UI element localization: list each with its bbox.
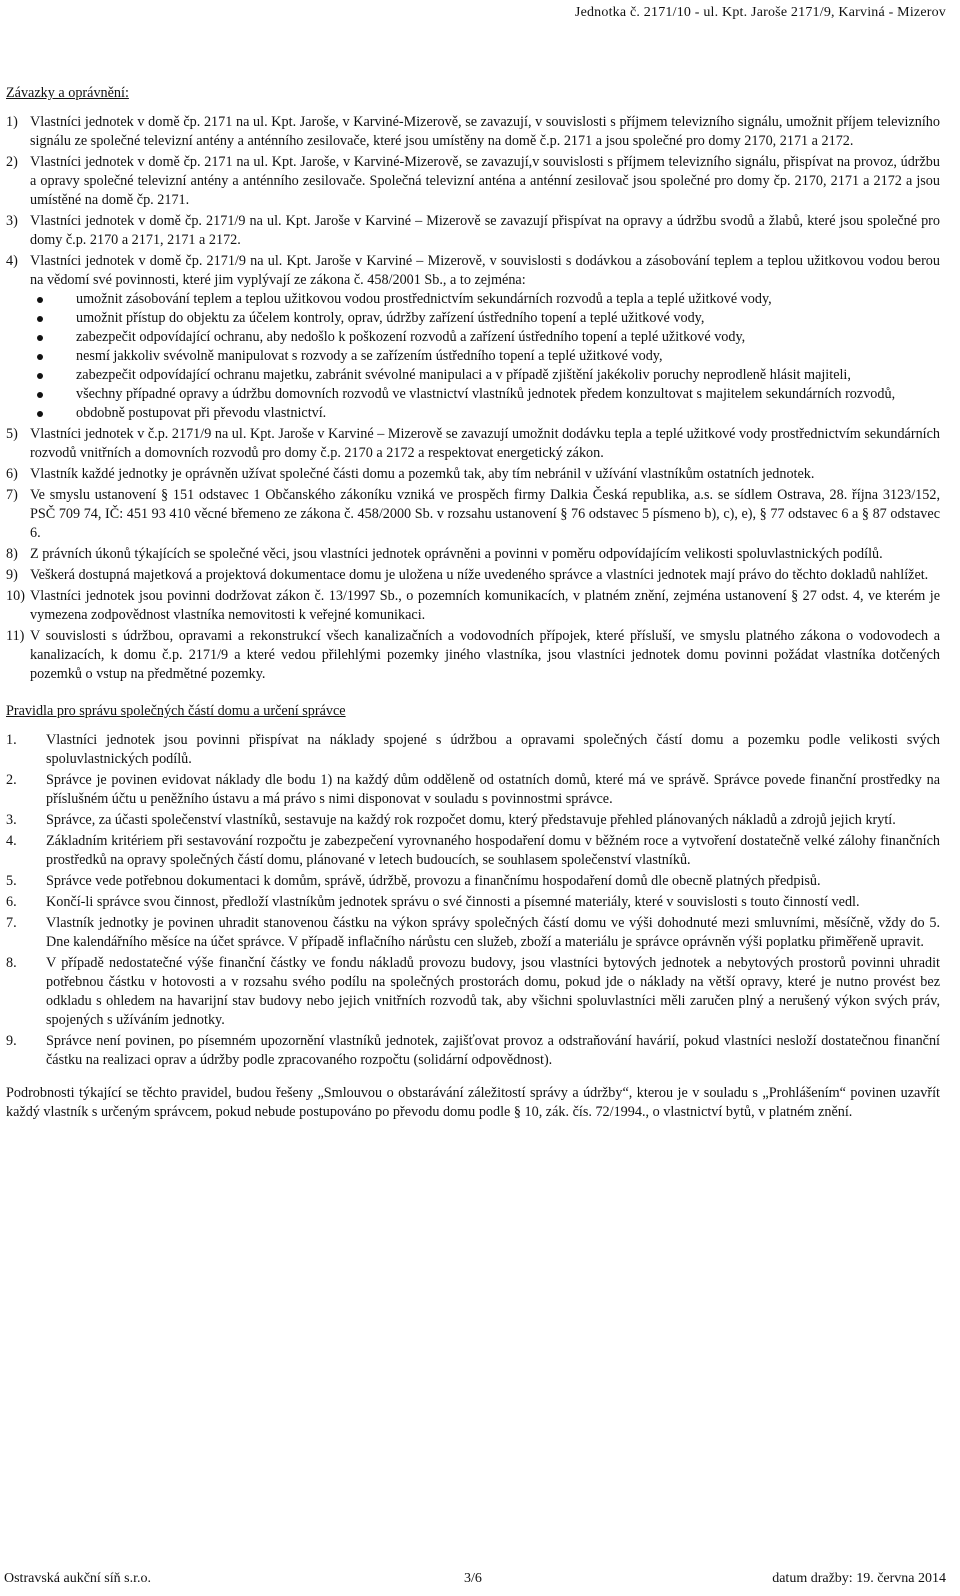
obligation-item — [6, 252, 940, 423]
obligation-item — [6, 113, 940, 151]
bullet-text: zabezpečit odpovídající ochranu majetku, zabránit svévolné manipulaci a v případě zjištění jakékoliv poruchy neprodleně hlásit majiteli, — [76, 367, 851, 383]
item-number: 10) — [6, 588, 25, 604]
rules-heading: Pravidla pro správu společných částí domu a určení správce — [6, 703, 346, 719]
document-body — [6, 84, 940, 1136]
bullet-item — [6, 309, 940, 328]
bullet-text: zabezpečit odpovídající ochranu, aby nedošlo k poškození rozvodů a zařízení ústředního topení a teplé užitkové vody, — [76, 329, 746, 345]
item-text: Základním kritériem při sestavování rozpočtu je zabezpečení vyrovnaného hospodaření domu v běžném roce a vytvoření dostatečně velké zálohy finančních prostředků na opravy společných částí domu, plánované v letech budoucích, se souhlasem společenství vlastníků. — [46, 833, 940, 868]
item-number: 7. — [6, 915, 17, 931]
item-text: Vlastníci jednotek v domě čp. 2171/9 na ul. Kpt. Jaroše v Karviné – Mizerově, v souvislosti s dodávkou a zásobování teplem a teplou užitkovou vodou berou na vědomí své povinnosti, které jim vyplývají ze zákona č. 458/2001 Sb., a to zejména: — [30, 253, 940, 288]
bullet-text: umožnit přístup do objektu za účelem kontroly, oprav, údržby zařízení ústředního topení a teplé užitkové vody, — [76, 310, 705, 326]
item-number: 6) — [6, 466, 18, 482]
item-number: 2. — [6, 772, 17, 788]
item-text: Vlastníci jednotek jsou povinni dodržovat zákon č. 13/1997 Sb., o pozemních komunikacích, v platném znění, zejména ustanovení § 27 odst. 4, ve kterém je vymezena zodpovědnost vlastníka nemovitosti k veřejné komunikaci. — [30, 588, 940, 623]
bullet-icon — [37, 335, 43, 341]
rule-item — [6, 771, 940, 809]
closing-paragraph: Podrobnosti týkající se těchto pravidel, budou řešeny „Smlouvou o obstarávání záležitostí správy a údržby“, kterou je v souladu s „Prohlášením“ povinen uzavřít každý vlastník s určeným správcem, pokud nebude postupováno po převodu domu podle § 10, zák. čís. 72/1994., o vlastnictví bytů, v platném znění. — [6, 1085, 940, 1120]
item-number: 3. — [6, 812, 17, 828]
obligation-item — [6, 465, 940, 484]
bullet-icon — [37, 316, 43, 322]
rule-item — [6, 832, 940, 870]
item-number: 9. — [6, 1033, 17, 1049]
bullet-text: obdobně postupovat při převodu vlastnictví. — [76, 405, 327, 421]
item-number: 4) — [6, 253, 18, 269]
item-text: Správce není povinen, po písemném upozornění vlastníků jednotek, zajišťovat provoz a odstraňování havárií, pokud vlastníci nesloží dostatečnou finanční částku na realizaci oprav a údržby podle zpracovaného rozpočtu (solidární odpovědnost). — [46, 1033, 940, 1068]
item-number: 4. — [6, 833, 17, 849]
item-text: Vlastníci jednotek v domě čp. 2171/9 na ul. Kpt. Jaroše v Karviné – Mizerově se zavazují přispívat na opravy a údržbu svodů a žlabů, které jsou společné pro domy č.p. 2170 a 2171, 2171 a 2172. — [30, 213, 940, 248]
obligation-item — [6, 425, 940, 463]
heat-obligations-bullets — [6, 290, 940, 423]
item-number: 6. — [6, 894, 17, 910]
item-text: Končí-li správce svou činnost, předloží vlastníkům jednotek správu o své činnosti a písemné materiály, které v souvislosti s touto činností vedl. — [46, 894, 860, 910]
item-number: 7) — [6, 487, 18, 503]
obligation-item — [6, 212, 940, 250]
rules-list — [6, 731, 940, 1070]
item-number: 5. — [6, 873, 17, 889]
bullet-item — [6, 328, 940, 347]
item-text: Vlastníci jednotek jsou povinni přispívat na náklady spojené s údržbou a opravami společných částí domu a pozemku podle velikosti svých spoluvlastnických podílů. — [46, 732, 940, 767]
item-number: 9) — [6, 567, 18, 583]
bullet-text: umožnit zásobování teplem a teplou užitkovou vodou prostřednictvím sekundárních rozvodů a tepla a teplé užitkové vody, — [76, 291, 772, 307]
item-text: Správce je povinen evidovat náklady dle bodu 1) na každý dům odděleně od ostatních domů, které má ve správě. Správce povede finanční prostředky na příslušném účtu u peněžního ústavu a má právo s nimi disponovat v souladu s povinnostmi správce. — [46, 772, 940, 807]
rule-item — [6, 872, 940, 891]
item-number: 8) — [6, 546, 18, 562]
bullet-item — [6, 404, 940, 423]
item-text: Vlastníci jednotek v č.p. 2171/9 na ul. Kpt. Jaroše v Karviné – Mizerově se zavazují umožnit dodávku tepla a teplé užitkové vody prostřednictvím sekundárních rozvodů vnitřních a domovních rozvodů pro domy č.p. 2170 a 2172 a respektovat energetický zákon. — [30, 426, 940, 461]
obligation-item — [6, 486, 940, 543]
item-text: Vlastník jednotky je povinen uhradit stanovenou částku na výkon správy společných částí domu ve výši dohodnuté mezi smluvními, měsíčně, vždy do 5. Dne kalendářního měsíce na účet správce. V případě inflačního nárůstu cen služeb, zboží a materiálu je správce oprávněn výši poplatku přiměřeně upravit. — [46, 915, 940, 950]
page-header: Jednotka č. 2171/10 - ul. Kpt. Jaroše 2171/9, Karviná - Mizerov — [574, 5, 946, 20]
item-number: 1. — [6, 732, 17, 748]
rule-item — [6, 914, 940, 952]
obligations-heading: Závazky a oprávnění: — [6, 85, 129, 101]
page-footer — [4, 1569, 946, 1589]
item-number: 2) — [6, 154, 18, 170]
bullet-icon — [37, 297, 43, 303]
item-text: Vlastník každé jednotky je oprávněn užívat společné části domu a pozemků tak, aby tím nebránil v užívání vlastníkům ostatních jednotek. — [30, 466, 815, 482]
item-text: Vlastníci jednotek v domě čp. 2171 na ul. Kpt. Jaroše, v Karviné-Mizerově, se zavazují, v souvislosti s příjmem televizního signálu, umožnit příjem televizního signálu ze společné televizní antény a anténního zesilovače, které jsou umístěny na domě č.p. 2171 a jsou společné pro domy 2170, 2171 a 2172. — [30, 114, 940, 149]
item-number: 1) — [6, 114, 18, 130]
footer-page-number: 3/6 — [464, 1571, 482, 1586]
bullet-icon — [37, 354, 43, 360]
bullet-item — [6, 385, 940, 404]
item-number: 3) — [6, 213, 18, 229]
bullet-icon — [37, 373, 43, 379]
rule-item — [6, 1032, 940, 1070]
rule-item — [6, 954, 940, 1030]
obligation-item — [6, 587, 940, 625]
obligation-item — [6, 566, 940, 585]
bullet-text: nesmí jakkoliv svévolně manipulovat s rozvody a se zařízením ústředního topení a teplé užitkové vody, — [76, 348, 663, 364]
item-number: 5) — [6, 426, 18, 442]
item-text: Správce, za účasti společenství vlastníků, sestavuje na každý rok rozpočet domu, který představuje přehled plánovaných nákladů a zdrojů jejich krytí. — [46, 812, 896, 828]
footer-company: Ostravská aukční síň s.r.o. — [4, 1571, 151, 1586]
footer-auction-date: datum dražby: 19. června 2014 — [772, 1571, 946, 1586]
rule-item — [6, 811, 940, 830]
item-text: V souvislosti s údržbou, opravami a rekonstrukcí všech kanalizačních a vodovodních přípojek, které přísluší, ve smyslu platného zákona o vodovodech a kanalizacích, k domu č.p. 2171/9 a které vedou přilehlými pozemky jiného vlastníka, jsou vlastníci jednotek domu povinni požádat vlastníka dotčených pozemků o vstup na předmětné pozemky. — [30, 628, 940, 682]
bullet-item — [6, 366, 940, 385]
item-text: Ve smyslu ustanovení § 151 odstavec 1 Občanského zákoníku vzniká ve prospěch firmy Dalkia Česká republika, a.s. se sídlem Ostrava, 28. října 3123/152, PSČ 709 74, IČ: 451 93 410 věcné břemeno ze zákona č. 458/2000 Sb. v rozsahu ustanovení § 76 odstavec 5 písmeno b), c), e), § 77 odstavec 6 a § 87 odstavec 6. — [30, 487, 940, 541]
bullet-text: všechny případné opravy a údržbu domovních rozvodů ve vlastnictví vlastníků jednotek předem konzultovat s majitelem sekundárních rozvodů, — [76, 386, 896, 402]
bullet-item — [6, 290, 940, 309]
obligation-item — [6, 627, 940, 684]
item-number: 11) — [6, 628, 25, 644]
bullet-icon — [37, 411, 43, 417]
bullet-icon — [37, 392, 43, 398]
obligations-list — [6, 113, 940, 684]
rule-item — [6, 731, 940, 769]
item-text: Veškerá dostupná majetková a projektová dokumentace domu je uložena u níže uvedeného správce a vlastníci jednotek mají právo do těchto dokladů nahlížet. — [30, 567, 929, 583]
bullet-item — [6, 347, 940, 366]
obligation-item — [6, 153, 940, 210]
item-text: Správce vede potřebnou dokumentaci k domům, správě, údržbě, provozu a finančnímu hospodaření domů dle obecně platných předpisů. — [46, 873, 821, 889]
item-text: Vlastníci jednotek v domě čp. 2171 na ul. Kpt. Jaroše, v Karviné-Mizerově, se zavazují,v souvislosti s příjmem televizního signálu, přispívat na provoz, údržbu a opravy společné televizní antény a anténního zesilovače. Společná televizní anténa a anténní zesilovač jsou společné pro domy čp. 2170, 2171 a 2172 a jsou umístěné na domě čp. 2171. — [30, 154, 940, 208]
obligation-item — [6, 545, 940, 564]
item-number: 8. — [6, 955, 17, 971]
item-text: V případě nedostatečné výše finanční částky ve fondu nákladů provozu budovy, jsou vlastníci bytových jednotek a nebytových prostorů povinni uhradit potřebnou částku v hotovosti a v rozsahu svého podílu na společných prostorách domu, pokud jde o náklady na větší opravy, které je nutno provést bez odkladu s ohledem na havarijní stav budovy nebo jejich vnitřních rozvodů tak, aby všichni spoluvlastníci měli zaručen plný a nerušený výkon svých práv, spojených s užíváním jednotky. — [46, 955, 940, 1028]
rule-item — [6, 893, 940, 912]
item-text: Z právních úkonů týkajících se společné věci, jsou vlastníci jednotek oprávněni a povinni v poměru odpovídajícím velikosti spoluvlastnických podílů. — [30, 546, 883, 562]
